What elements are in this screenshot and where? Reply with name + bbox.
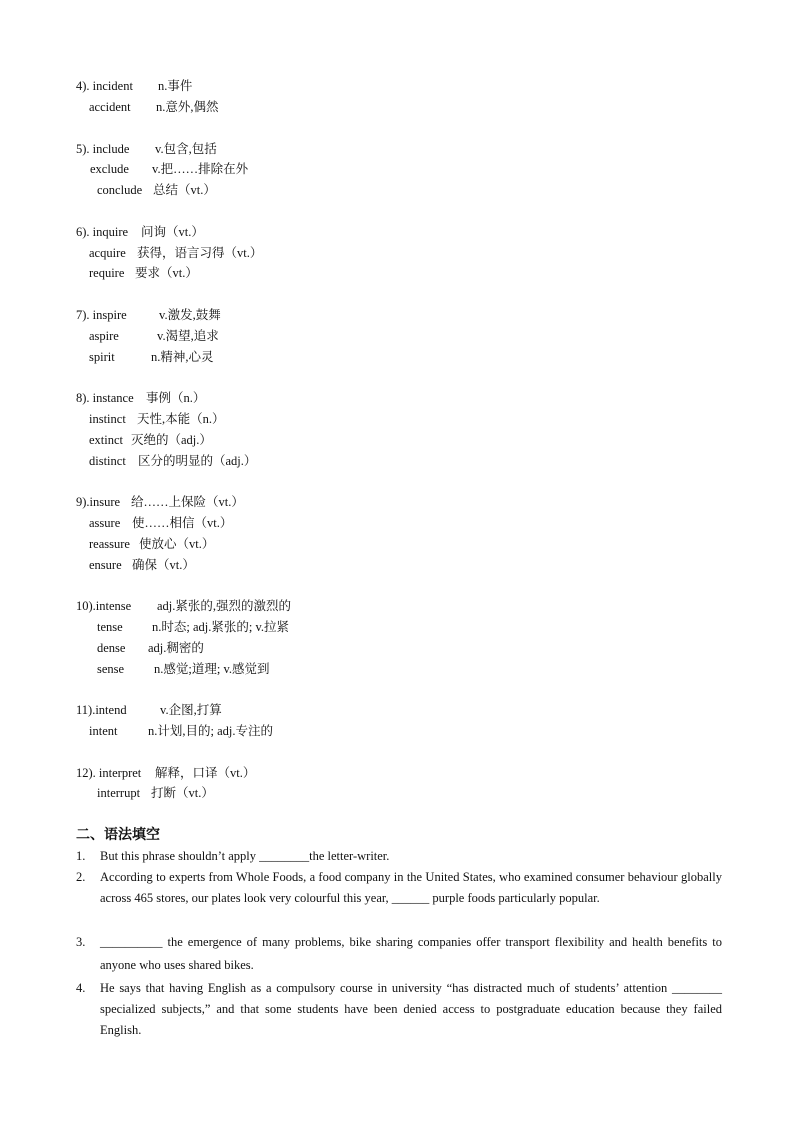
vocab-word: assure <box>89 516 121 530</box>
question-number: 2. <box>76 870 86 884</box>
vocab-entry <box>97 640 204 656</box>
question-text: But this phrase shouldn’t apply ________the letter-writer. <box>100 849 390 863</box>
vocab-meaning: n.时态; adj.紧张的; v.拉紧 <box>152 620 290 634</box>
vocab-meaning: v.把……排除在外 <box>152 162 249 176</box>
vocab-entry <box>97 785 214 801</box>
vocab-entry <box>89 557 195 573</box>
vocab-entry <box>89 515 232 531</box>
vocab-meaning: n.感觉;道理; v.感觉到 <box>154 662 270 676</box>
vocab-entry <box>97 182 216 198</box>
vocab-entry <box>90 161 248 177</box>
vocab-word: distinct <box>89 454 126 468</box>
vocab-entry <box>76 141 217 157</box>
vocab-word: require <box>89 266 125 280</box>
vocab-meaning: 问询（vt.） <box>141 225 204 239</box>
question-item <box>76 931 722 977</box>
vocab-word: accident <box>89 100 131 114</box>
vocab-word: 5). include <box>76 142 130 156</box>
vocab-entry <box>89 723 273 739</box>
vocab-entry <box>89 349 214 365</box>
vocab-entry <box>76 78 192 94</box>
vocab-entry <box>89 245 262 261</box>
vocab-word: 10).intense <box>76 599 132 613</box>
question-item <box>76 978 722 1041</box>
vocab-meaning: 要求（vt.） <box>135 266 198 280</box>
vocab-word: acquire <box>89 246 126 260</box>
vocab-word: conclude <box>97 183 143 197</box>
vocab-entry <box>89 265 198 281</box>
vocab-entry <box>76 390 205 406</box>
vocab-meaning: 给……上保险（vt.） <box>131 495 244 509</box>
vocab-entry <box>76 598 291 614</box>
question-item <box>76 867 722 930</box>
vocab-meaning: 确保（vt.） <box>132 558 195 572</box>
vocab-meaning: n.精神,心灵 <box>151 350 214 364</box>
vocab-meaning: 总结（vt.） <box>153 183 216 197</box>
vocab-word: 11).intend <box>76 703 127 717</box>
section-title: 二、语法填空 <box>76 827 160 843</box>
vocab-word: intent <box>89 724 118 738</box>
vocab-entry <box>89 328 219 344</box>
vocab-word: 9).insure <box>76 495 121 509</box>
vocab-entry <box>76 494 244 510</box>
vocab-word: reassure <box>89 537 130 551</box>
vocab-word: 12). interpret <box>76 766 142 780</box>
vocab-word: exclude <box>90 162 129 176</box>
vocab-meaning: v.企图,打算 <box>160 703 222 717</box>
vocab-entry <box>76 307 221 323</box>
vocab-meaning: v.渴望,追求 <box>157 329 219 343</box>
vocab-entry <box>89 99 219 115</box>
vocab-word: 6). inquire <box>76 225 129 239</box>
vocab-entry <box>76 765 255 781</box>
question-item <box>76 846 722 867</box>
vocab-entry <box>89 432 212 448</box>
vocab-meaning: 灭绝的（adj.） <box>131 433 212 447</box>
vocab-meaning: adj.稠密的 <box>148 641 204 655</box>
vocab-meaning: 事例（n.） <box>146 391 206 405</box>
vocab-meaning: n.计划,目的; adj.专注的 <box>148 724 273 738</box>
vocab-word: tense <box>97 620 123 634</box>
vocab-word: ensure <box>89 558 122 572</box>
vocab-word: 4). incident <box>76 79 133 93</box>
vocab-entry <box>76 702 222 718</box>
vocab-meaning: adj.紧张的,强烈的激烈的 <box>157 599 292 613</box>
question-number: 1. <box>76 849 86 863</box>
question-number: 3. <box>76 935 86 949</box>
vocab-word: extinct <box>89 433 124 447</box>
vocab-word: spirit <box>89 350 115 364</box>
vocab-word: sense <box>97 662 125 676</box>
vocab-meaning: 天性,本能（n.） <box>137 412 225 426</box>
vocab-word: interrupt <box>97 786 141 800</box>
vocab-meaning: 区分的明显的（adj.） <box>138 454 257 468</box>
vocab-meaning: 使……相信（vt.） <box>132 516 233 530</box>
vocab-meaning: 获得，语言习得（vt.） <box>137 246 263 260</box>
vocab-word: aspire <box>89 329 119 343</box>
vocab-entry <box>89 453 256 469</box>
vocab-word: 7). inspire <box>76 308 127 322</box>
vocab-entry <box>89 536 214 552</box>
vocab-meaning: 解释，口译（vt.） <box>155 766 256 780</box>
vocab-meaning: 使放心（vt.） <box>139 537 215 551</box>
vocab-word: 8). instance <box>76 391 134 405</box>
vocab-word: dense <box>97 641 126 655</box>
vocab-entry <box>89 411 225 427</box>
question-text: He says that having English as a compulsory course in university “has distracted much of students’ attention ________ specialized subjects,” and that some students have been denied access to postgraduate education because they failed English. <box>100 981 722 1037</box>
vocab-meaning: v.激发,鼓舞 <box>159 308 221 322</box>
vocab-meaning: n.事件 <box>158 79 193 93</box>
vocab-meaning: n.意外,偶然 <box>156 100 219 114</box>
vocab-entry <box>97 619 289 635</box>
vocab-entry <box>97 661 270 677</box>
vocab-entry <box>76 224 204 240</box>
question-number: 4. <box>76 981 86 995</box>
vocab-word: instinct <box>89 412 126 426</box>
vocab-meaning: v.包含,包括 <box>155 142 217 156</box>
vocab-meaning: 打断（vt.） <box>151 786 214 800</box>
question-text: __________ the emergence of many problems, bike sharing companies offer transport flexibility and health benefits to anyone who uses shared bikes. <box>100 935 722 972</box>
question-text: According to experts from Whole Foods, a food company in the United States, who examined consumer behaviour globally across 465 stores, our plates look very colourful this year, ______ purple foods particularly popular. <box>100 870 722 905</box>
